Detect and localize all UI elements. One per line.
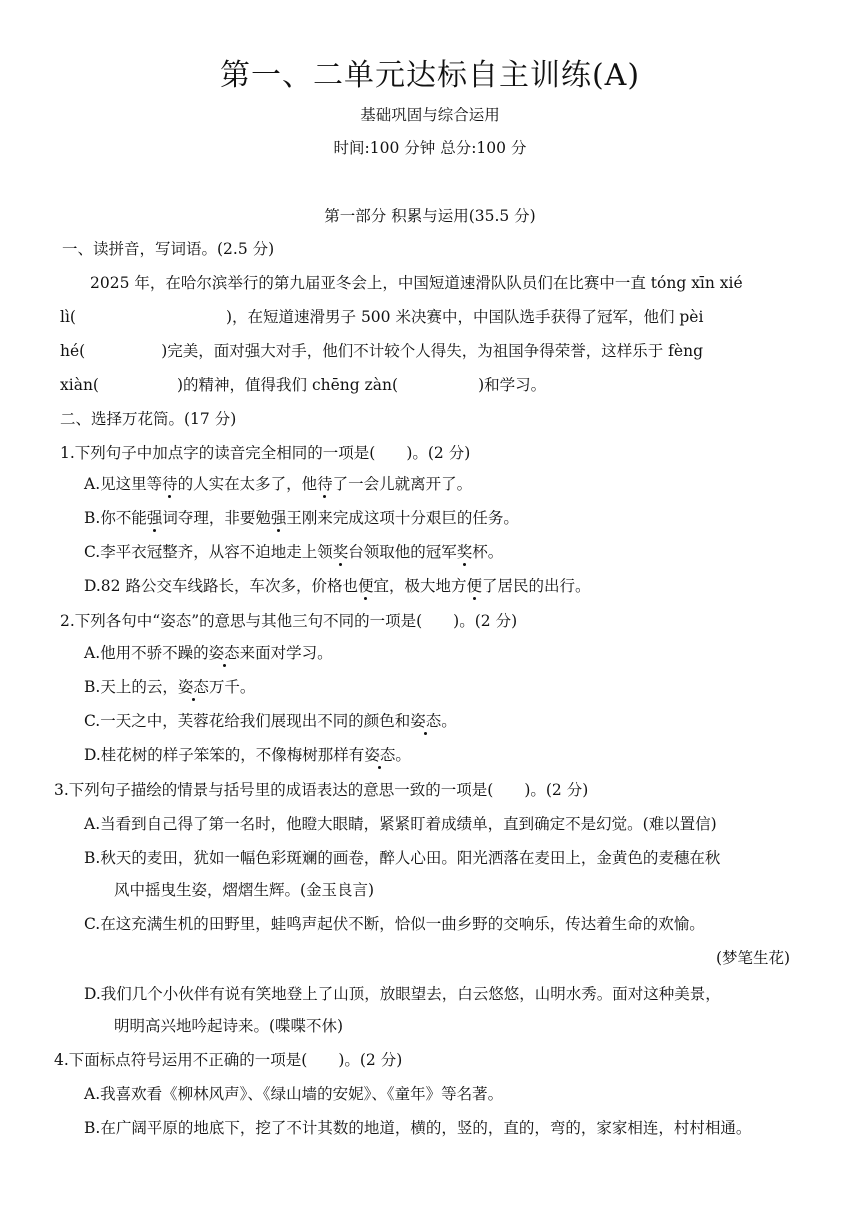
dotted-char: 强 [146,509,163,527]
option-d[interactable]: D.我们几个小伙伴有说有笑地登上了山顶，放眼望去，白云悠悠，山明水秀。面对这种美景， [84,985,721,1003]
option-d[interactable] [84,575,591,597]
dotted-char: 便 [466,577,482,595]
section-heading: 一、读拼音，写词语。(2.5 分) [62,240,275,258]
part-heading: 第一部分 积累与运用(35.5 分) [324,207,536,225]
question-stem: 3.下列句子描绘的情景与括号里的成语表达的意思一致的一项是( )。(2 分) [54,781,589,799]
option-text: 来面对学习。 [239,644,333,662]
option-text: 台领取他的冠军 [348,543,457,561]
option-text: 万千。 [208,678,256,696]
page-title: 第一、二单元达标自主训练(A) [219,58,641,93]
page-subtitle: 基础巩固与综合运用 [360,106,500,124]
dotted-char: 待 [162,475,178,493]
dotted-char: 强 [270,509,287,527]
option-b[interactable]: B.在广阔平原的地底下，挖了不计其数的地道，横的，竖的，直的，弯的，家家相连，村村相通。 [84,1119,752,1137]
pinyin-text: lì( [60,308,76,326]
paragraph-line: 2025 年，在哈尔滨举行的第九届亚冬会上，中国短道速滑队队员们在比赛中一直 tóng xīn xié [90,274,743,292]
dotted-word: 姿态 [364,746,396,764]
paragraph-line [60,306,703,328]
question-stem: 2.下列各句中“姿态”的意思与其他三句不同的一项是( )。(2 分) [60,612,518,630]
option-text: 了居民的出行。 [482,577,591,595]
paragraph-text: )，在短道速滑男子 500 米决赛中，中国队选手获得了冠军，他们 pèi [225,308,704,326]
option-a[interactable] [84,473,472,495]
option-a[interactable] [84,642,333,664]
option-text: 词夺理，非要勉 [162,509,271,527]
dotted-word: 姿态 [410,712,442,730]
option-d-continued: 明明高兴地吟起诗来。(喋喋不休) [114,1017,344,1035]
option-c[interactable]: C.在这充满生机的田野里，蛙鸣声起伏不断，恰似一曲乡野的交响乐，传达着生命的欢愉。 [84,915,705,933]
option-text: D.桂花树的样子笨笨的，不像梅树那样有 [84,746,365,764]
option-text: 了一会儿就离开了。 [332,475,473,493]
option-text: 的人实在太多了，他 [177,475,318,493]
option-c-continued: (梦笔生花) [716,949,791,967]
paragraph-line [60,340,703,362]
option-text: 。 [441,712,457,730]
question-stem: 1.下列句子中加点字的读音完全相同的一项是( )。(2 分) [60,444,471,462]
time-info: 时间:100 分钟 总分:100 分 [333,139,527,157]
option-text: 杯。 [472,543,504,561]
pinyin-text: xiàn( [60,376,99,394]
option-b[interactable] [84,676,255,698]
dotted-char: 奖 [456,543,473,561]
option-text: A.他用不骄不躁的 [84,644,209,662]
option-text: D.82 路公交车线路长，车次多，价格也 [84,577,358,595]
dotted-char: 待 [317,475,333,493]
paragraph-line [60,374,546,396]
pinyin-text: hé( [60,342,86,360]
paragraph-text: )完美，面对强大对手，他们不计较个人得失，为祖国争得荣誉，这样乐于 fèng [161,342,703,360]
option-a[interactable]: A.当看到自己得了第一名时，他瞪大眼睛，紧紧盯着成绩单，直到确定不是幻觉。(难以置信) [84,815,717,833]
option-text: 宜，极大地方 [373,577,467,595]
dotted-word: 姿态 [177,678,209,696]
option-b[interactable]: B.秋天的麦田，犹如一幅色彩斑斓的画卷，醉人心田。阳光洒落在麦田上，金黄色的麦穗在秋 [84,849,721,867]
option-text: B.你不能 [84,509,147,527]
option-text: C.李平衣冠整齐，从容不迫地走上领 [84,543,333,561]
option-c[interactable] [84,710,457,732]
option-b[interactable] [84,507,519,529]
option-d[interactable] [84,744,411,766]
option-text: C.一天之中，芙蓉花给我们展现出不同的颜色和 [84,712,411,730]
paragraph-text: )和学习。 [478,376,547,394]
option-a[interactable]: A.我喜欢看《柳林风声》、《绿山墙的安妮》、《童年》等名著。 [84,1085,504,1103]
option-b-continued: 风中摇曳生姿，熠熠生辉。(金玉良言) [114,881,375,899]
option-text: 王刚来完成这项十分艰巨的任务。 [286,509,519,527]
question-stem: 4.下面标点符号运用不正确的一项是( )。(2 分) [54,1051,403,1069]
option-c[interactable] [84,541,503,563]
section-heading: 二、选择万花筒。(17 分) [60,410,237,428]
dotted-char: 便 [357,577,374,595]
option-text: A.见这里等 [84,475,163,493]
paragraph-text: )的精神，值得我们 chēng zàn( [176,376,399,394]
dotted-char: 奖 [332,543,349,561]
option-text: 。 [395,746,411,764]
dotted-word: 姿态 [208,644,240,662]
option-text: B.天上的云， [84,678,178,696]
